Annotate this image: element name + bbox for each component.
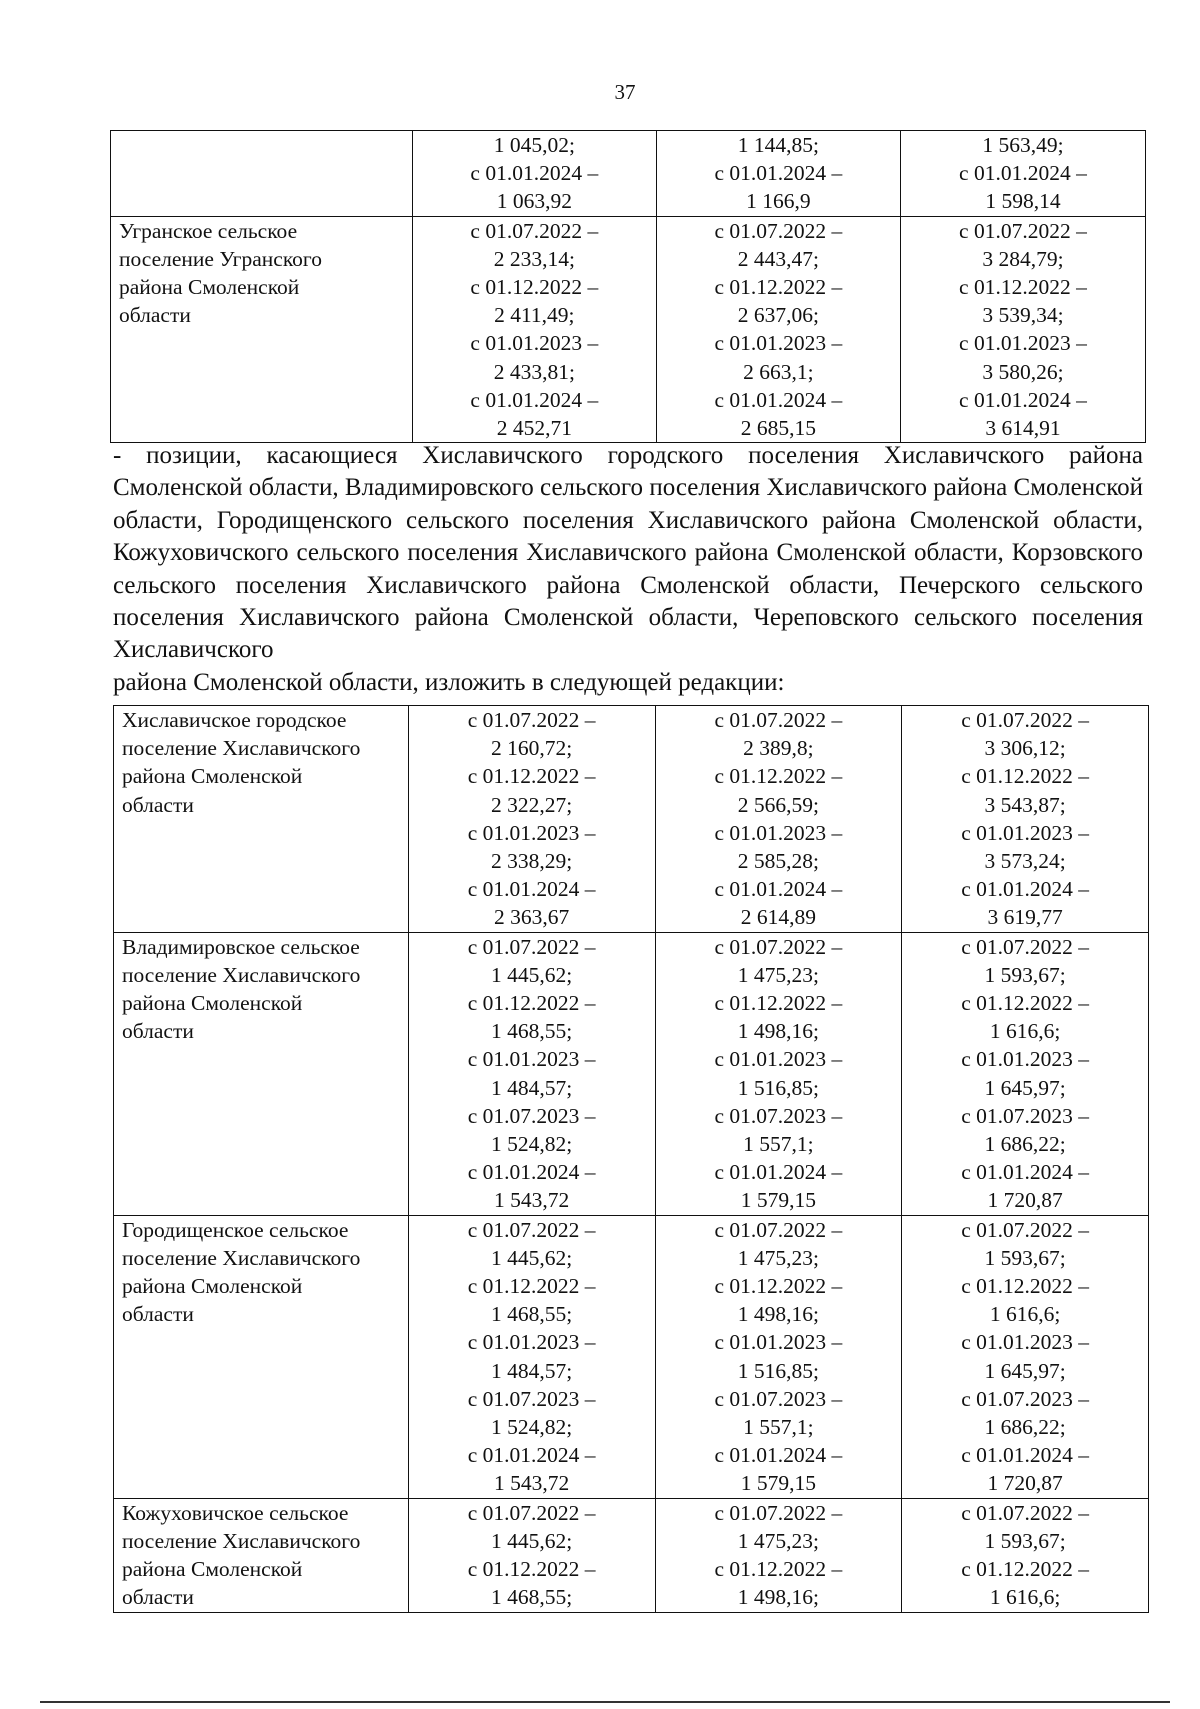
tariff-cell xyxy=(656,131,900,217)
tariff-line: с 01.01.2024 – xyxy=(959,387,1087,412)
settlement-name-line: области xyxy=(122,1585,194,1610)
tariff-line: с 01.07.2023 – xyxy=(714,1103,843,1128)
tariff-line: 2 160,72; xyxy=(491,736,573,761)
tariff-line: с 01.12.2022 – xyxy=(467,764,596,789)
page-number: 37 xyxy=(614,80,636,104)
paragraph-last-line: района Смоленской области, изложить в следующей редакции: xyxy=(113,668,785,696)
tariff-line: с 01.01.2023 – xyxy=(470,331,599,356)
tariff-line: 3 306,12; xyxy=(984,736,1066,761)
tariff-line: 1 557,1; xyxy=(743,1415,814,1440)
tariff-line: 3 284,79; xyxy=(982,246,1064,271)
tariff-table-continued xyxy=(110,130,1146,443)
tariff-line: 1 543,72 xyxy=(494,1471,570,1496)
tariff-line: 1 524,82; xyxy=(491,1415,573,1440)
tariff-line: 1 484,57; xyxy=(491,1075,573,1100)
settlement-name-line: района Смоленской xyxy=(122,1557,303,1582)
tariff-line: с 01.07.2022 – xyxy=(467,934,596,959)
tariff-line: с 01.01.2023 – xyxy=(961,820,1090,845)
amendment-paragraph xyxy=(113,440,1143,699)
tariff-line: 2 233,14; xyxy=(493,246,575,271)
table-row xyxy=(114,1498,1149,1612)
tariff-line: 1 498,16; xyxy=(737,1019,819,1044)
tariff-line: с 01.12.2022 – xyxy=(961,764,1090,789)
tariff-line: с 01.12.2022 – xyxy=(961,991,1090,1016)
tariff-line: 2 637,06; xyxy=(737,303,819,328)
tariff-line: 1 645,97; xyxy=(984,1358,1066,1383)
settlement-name-line: Владимировское сельское xyxy=(122,934,360,959)
tariff-cell xyxy=(408,1498,655,1612)
tariff-line: 1 475,23; xyxy=(737,1245,819,1270)
tariff-line: 2 363,67 xyxy=(494,905,570,930)
table-row xyxy=(114,932,1149,1215)
settlement-name-line: области xyxy=(122,792,194,817)
tariff-line: с 01.07.2022 – xyxy=(961,708,1090,732)
tariff-line: 3 543,87; xyxy=(984,792,1066,817)
tariff-line: 2 585,28; xyxy=(737,849,819,874)
settlement-name-cell xyxy=(111,131,413,217)
tariff-line: 1 445,62; xyxy=(491,1245,573,1270)
tariff-line: 1 593,67; xyxy=(984,962,1066,987)
tariff-line: с 01.01.2023 – xyxy=(961,1047,1090,1072)
tariff-cell xyxy=(655,1215,902,1498)
tariff-line: с 01.07.2022 – xyxy=(714,1217,843,1242)
tariff-line: с 01.12.2022 – xyxy=(714,764,843,789)
paragraph-text: - позиции, касающиеся Хиславичского городского поселения Хиславичского района Смоленской области, Владимировского сельского поселения Хиславичского района Смоленской области, Городищенского сельского поселения Хиславичского района Смоленской области, Кожуховичского сельского поселения Хиславичского района Смоленской области, Корзовского сельского поселения Хиславичского района Смоленской области, Печерского сельского поселения Хиславичского района Смоленской области, Череповского сельского поселения Хиславичского xyxy=(113,442,1143,664)
tariff-line: 1 445,62; xyxy=(491,962,573,987)
tariff-line: 1 686,22; xyxy=(984,1132,1066,1157)
tariff-line: 2 566,59; xyxy=(737,792,819,817)
scan-bottom-edge xyxy=(40,1701,1170,1703)
tariff-line: 2 389,8; xyxy=(743,736,814,761)
tariff-line: с 01.07.2023 – xyxy=(961,1103,1090,1128)
table-2-body xyxy=(114,706,1149,1613)
tariff-line: 1 045,02; xyxy=(493,133,575,157)
tariff-line: с 01.01.2023 – xyxy=(714,331,843,356)
tariff-line: 2 433,81; xyxy=(493,359,575,384)
tariff-cell xyxy=(900,131,1145,217)
tariff-line: 1 498,16; xyxy=(737,1585,819,1610)
tariff-line: 1 557,1; xyxy=(743,1132,814,1157)
tariff-line: с 01.07.2022 – xyxy=(961,1217,1090,1242)
tariff-line: с 01.01.2023 – xyxy=(959,331,1087,356)
settlement-name-line: поселение Хиславичского xyxy=(122,962,361,987)
tariff-line: с 01.07.2023 – xyxy=(961,1386,1090,1411)
tariff-line: 3 573,24; xyxy=(984,849,1066,874)
table-1-body xyxy=(111,131,1146,443)
tariff-line: 1 475,23; xyxy=(737,1528,819,1553)
table-row xyxy=(114,1215,1149,1498)
tariff-line: с 01.12.2022 – xyxy=(467,1274,596,1299)
tariff-line: с 01.01.2024 – xyxy=(714,161,843,186)
tariff-line: с 01.01.2024 – xyxy=(470,161,599,186)
settlement-name-line: Кожуховичское сельское xyxy=(122,1500,349,1525)
tariff-line: с 01.01.2024 – xyxy=(714,877,843,902)
tariff-line: 2 411,49; xyxy=(494,303,575,328)
settlement-name-line: области xyxy=(122,1302,194,1327)
settlement-name-line: района Смоленской xyxy=(119,275,300,300)
tariff-line: с 01.01.2024 – xyxy=(470,387,599,412)
settlement-name-line: Угранское сельское xyxy=(119,218,298,243)
settlement-name-line: района Смоленской xyxy=(122,764,303,789)
tariff-line: 1 475,23; xyxy=(737,962,819,987)
tariff-line: с 01.01.2024 – xyxy=(714,387,843,412)
tariff-line: 2 614,89 xyxy=(740,905,816,930)
tariff-line: 2 685,15 xyxy=(740,416,816,441)
settlement-name-line: поселение Хиславичского xyxy=(122,1245,361,1270)
tariff-line: с 01.01.2024 – xyxy=(714,1160,843,1185)
tariff-line: 1 063,92 xyxy=(496,189,572,214)
tariff-line: 1 516,85; xyxy=(737,1075,819,1100)
tariff-line: с 01.07.2022 – xyxy=(714,934,843,959)
tariff-line: с 01.07.2022 – xyxy=(959,218,1087,243)
tariff-line: с 01.12.2022 – xyxy=(470,275,599,300)
tariff-line: 1 645,97; xyxy=(984,1075,1066,1100)
settlement-name-line: области xyxy=(122,1019,194,1044)
settlement-name-line: поселение Хиславичского xyxy=(122,736,361,761)
tariff-cell xyxy=(408,1215,655,1498)
tariff-line: 1 616,6; xyxy=(989,1302,1061,1327)
tariff-line: 1 516,85; xyxy=(737,1358,819,1383)
tariff-line: с 01.12.2022 – xyxy=(714,1274,843,1299)
tariff-line: с 01.12.2022 – xyxy=(467,991,596,1016)
settlement-name-line: области xyxy=(119,303,191,328)
tariff-cell xyxy=(902,932,1149,1215)
tariff-line: с 01.01.2024 – xyxy=(467,877,596,902)
tariff-line: 1 616,6; xyxy=(989,1585,1061,1610)
tariff-table-khislavichi xyxy=(113,705,1149,1613)
tariff-cell xyxy=(656,216,900,443)
tariff-line: 3 619,77 xyxy=(987,905,1063,930)
tariff-line: 1 524,82; xyxy=(491,1132,573,1157)
tariff-line: с 01.12.2022 – xyxy=(714,1557,843,1582)
tariff-line: 2 338,29; xyxy=(491,849,573,874)
tariff-line: с 01.07.2023 – xyxy=(467,1386,596,1411)
tariff-line: с 01.01.2023 – xyxy=(714,1330,843,1355)
tariff-cell xyxy=(900,216,1145,443)
tariff-line: с 01.01.2024 – xyxy=(961,877,1090,902)
tariff-line: с 01.12.2022 – xyxy=(714,991,843,1016)
tariff-line: с 01.07.2022 – xyxy=(714,218,843,243)
tariff-line: с 01.01.2024 – xyxy=(714,1443,843,1468)
tariff-line: с 01.07.2023 – xyxy=(714,1386,843,1411)
tariff-line: 1 166,9 xyxy=(746,189,811,214)
settlement-name-line: поселение Хиславичского xyxy=(122,1528,361,1553)
tariff-line: с 01.01.2024 – xyxy=(961,1160,1090,1185)
settlement-name-line: района Смоленской xyxy=(122,1274,303,1299)
tariff-cell xyxy=(902,1498,1149,1612)
tariff-line: 1 498,16; xyxy=(737,1302,819,1327)
tariff-line: 3 580,26; xyxy=(982,359,1064,384)
table-row xyxy=(114,706,1149,933)
settlement-name-line: поселение Угранского xyxy=(119,246,322,271)
tariff-cell xyxy=(655,1498,902,1612)
settlement-name-cell xyxy=(114,1215,409,1498)
tariff-line: с 01.01.2024 – xyxy=(959,161,1087,186)
tariff-line: 2 663,1; xyxy=(743,359,814,384)
tariff-line: с 01.01.2023 – xyxy=(714,1047,843,1072)
settlement-name-line: Хиславичское городское xyxy=(122,708,347,732)
tariff-line: с 01.07.2022 – xyxy=(714,1500,843,1525)
tariff-line: с 01.01.2024 – xyxy=(467,1443,596,1468)
tariff-line: 1 468,55; xyxy=(491,1019,573,1044)
tariff-line: с 01.01.2023 – xyxy=(961,1330,1090,1355)
tariff-line: 1 579,15 xyxy=(740,1188,816,1213)
tariff-line: 1 593,67; xyxy=(984,1245,1066,1270)
tariff-line: с 01.01.2024 – xyxy=(467,1160,596,1185)
tariff-cell xyxy=(408,706,655,933)
tariff-cell xyxy=(408,932,655,1215)
tariff-cell xyxy=(655,932,902,1215)
settlement-name-cell xyxy=(114,932,409,1215)
tariff-cell xyxy=(412,216,656,443)
tariff-line: с 01.12.2022 – xyxy=(714,275,843,300)
settlement-name-cell xyxy=(111,216,413,443)
tariff-line: 1 484,57; xyxy=(491,1358,573,1383)
tariff-line: 1 445,62; xyxy=(491,1528,573,1553)
tariff-line: с 01.07.2022 – xyxy=(714,708,843,732)
tariff-line: с 01.07.2022 – xyxy=(467,1500,596,1525)
tariff-line: с 01.07.2022 – xyxy=(961,934,1090,959)
tariff-line: с 01.01.2024 – xyxy=(961,1443,1090,1468)
tariff-cell xyxy=(655,706,902,933)
tariff-line: 1 720,87 xyxy=(987,1471,1063,1496)
tariff-line: 1 468,55; xyxy=(491,1302,573,1327)
tariff-line: с 01.01.2023 – xyxy=(714,820,843,845)
tariff-line: с 01.12.2022 – xyxy=(961,1557,1090,1582)
tariff-cell xyxy=(412,131,656,217)
tariff-line: с 01.07.2022 – xyxy=(961,1500,1090,1525)
tariff-line: 2 322,27; xyxy=(491,792,573,817)
tariff-line: 2 443,47; xyxy=(737,246,819,271)
tariff-line: с 01.07.2022 – xyxy=(470,218,599,243)
tariff-line: 2 452,71 xyxy=(496,416,572,441)
tariff-line: 1 543,72 xyxy=(494,1188,570,1213)
tariff-cell xyxy=(902,1215,1149,1498)
tariff-line: 3 614,91 xyxy=(985,416,1061,441)
tariff-cell xyxy=(902,706,1149,933)
tariff-line: 1 468,55; xyxy=(491,1585,573,1610)
tariff-line: с 01.01.2023 – xyxy=(467,820,596,845)
tariff-line: с 01.12.2022 – xyxy=(961,1274,1090,1299)
tariff-line: 1 616,6; xyxy=(989,1019,1061,1044)
tariff-line: с 01.07.2023 – xyxy=(467,1103,596,1128)
tariff-line: 1 593,67; xyxy=(984,1528,1066,1553)
tariff-line: с 01.01.2023 – xyxy=(467,1047,596,1072)
table-row xyxy=(111,131,1146,217)
tariff-line: 1 686,22; xyxy=(984,1415,1066,1440)
tariff-line: 1 144,85; xyxy=(737,133,819,157)
settlement-name-line: Городищенское сельское xyxy=(122,1217,349,1242)
settlement-name-cell xyxy=(114,1498,409,1612)
tariff-line: с 01.07.2022 – xyxy=(467,1217,596,1242)
tariff-line: 1 720,87 xyxy=(987,1188,1063,1213)
tariff-line: 1 563,49; xyxy=(982,133,1064,157)
table-row xyxy=(111,216,1146,443)
tariff-line: с 01.12.2022 – xyxy=(959,275,1087,300)
settlement-name-cell xyxy=(114,706,409,933)
tariff-line: 1 579,15 xyxy=(740,1471,816,1496)
settlement-name-line: района Смоленской xyxy=(122,991,303,1016)
tariff-line: 3 539,34; xyxy=(982,303,1064,328)
tariff-line: с 01.01.2023 – xyxy=(467,1330,596,1355)
tariff-line: 1 598,14 xyxy=(985,189,1061,214)
tariff-line: с 01.12.2022 – xyxy=(467,1557,596,1582)
tariff-line: с 01.07.2022 – xyxy=(467,708,596,732)
